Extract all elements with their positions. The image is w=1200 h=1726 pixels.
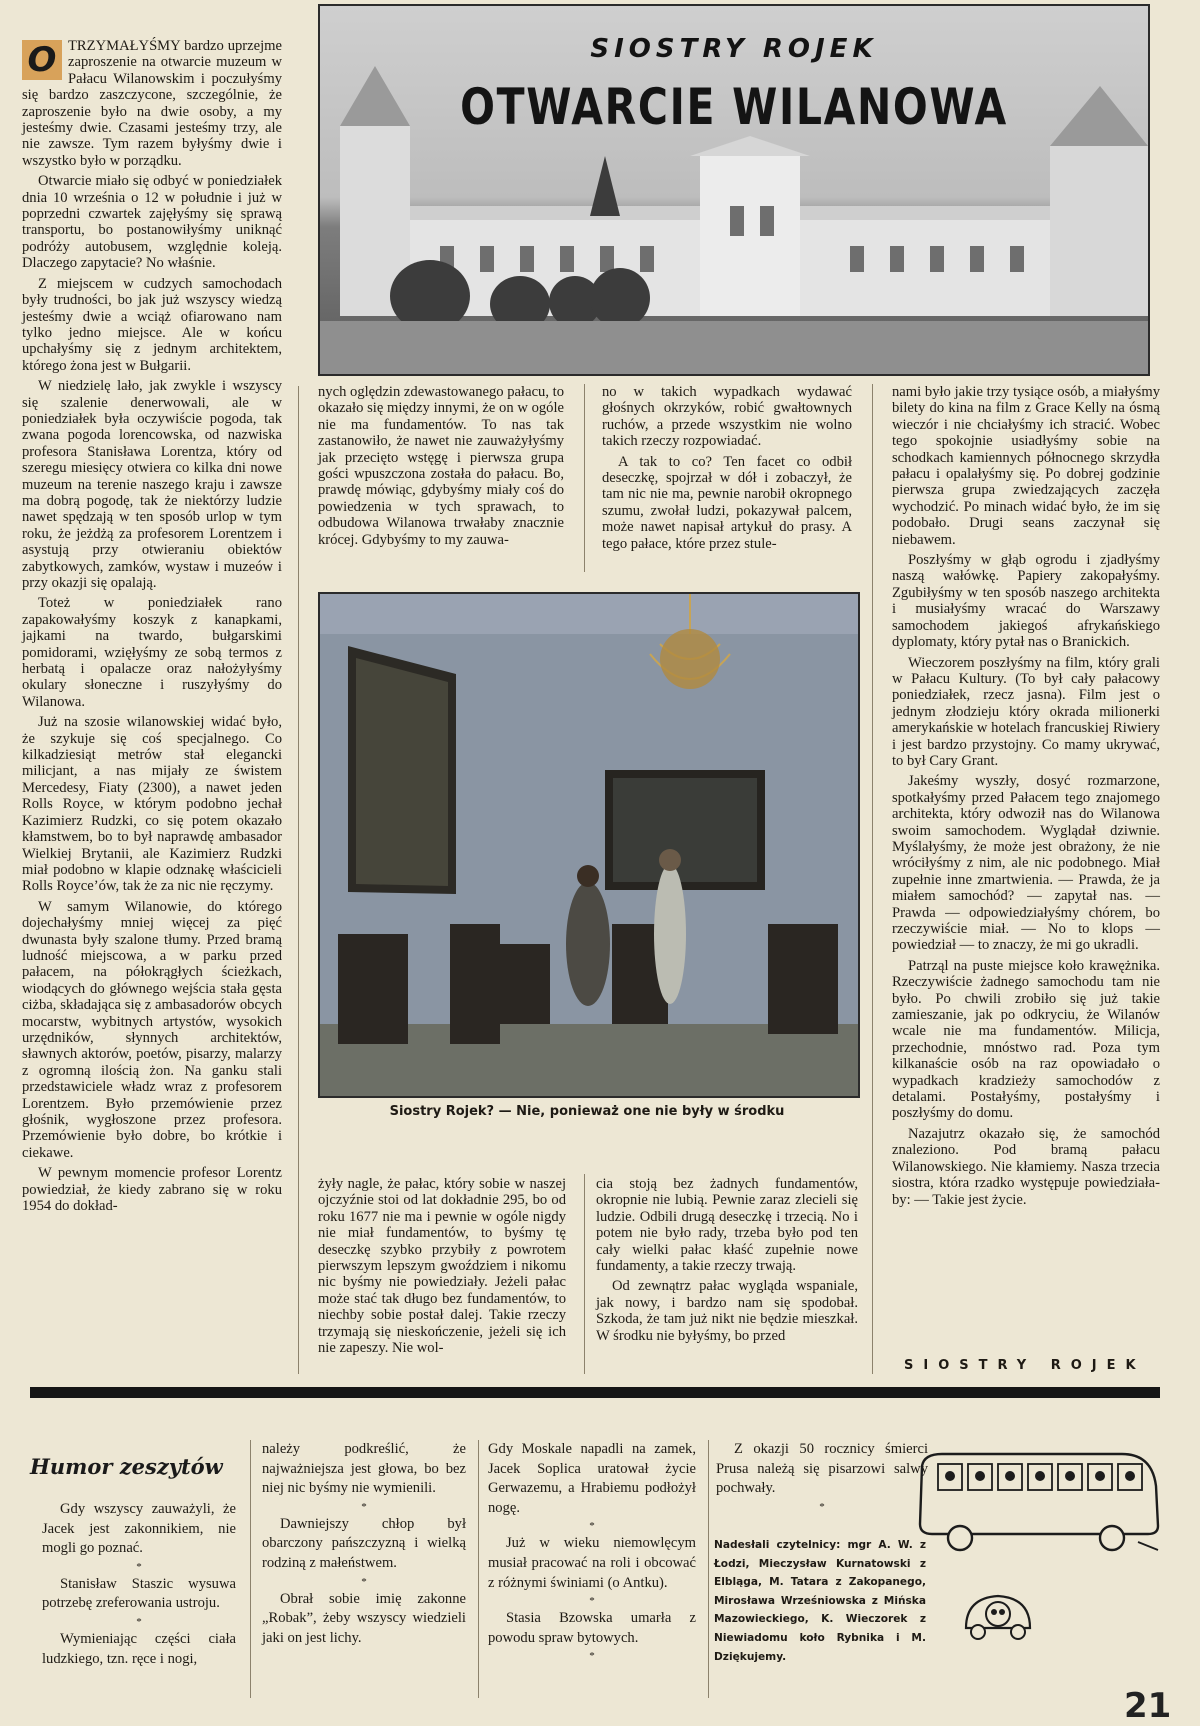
paragraph: Toteż w poniedziałek rano zapakowałyśmy koszyk z kanapkami, jajkami na twardo, bułgarskimi pomidorami, wzięłyśmy ze sobą termos z herbatą i opalacze oraz nałożyłyśmy okulary słoneczne i ruszyłyśmy do Wilanowa.	[22, 595, 282, 710]
humor-entry: Dawniejszy chłop był obarczony pańszczyzną i wielką rodziną z małeństwem.	[262, 1515, 466, 1571]
humor-section-title: Humor zeszytów	[30, 1454, 223, 1479]
column-divider	[708, 1440, 709, 1698]
humor-column-1	[42, 1500, 236, 1673]
paragraph: Poszłyśmy w głąb ogrodu i zjadłyśmy naszą wałówkę. Papiery zakopałyśmy. Zgubiłyśmy w ten sposób naszego architekta i musiałyśmy wracać do Warszawy samochodem jakiegoś afrykańskiego dyplomaty, który pytał nas o Branickich.	[892, 552, 1160, 651]
separator-star: *	[136, 1560, 142, 1573]
separator-star: *	[361, 1575, 367, 1588]
column-divider	[478, 1440, 479, 1698]
humor-entry: należy podkreślić, że najważniejsza jest głowa, bo bez niej nic byśmy nie wymienili.	[262, 1441, 466, 1497]
paragraph: Już na szosie wilanowskiej widać było, że szykuje się coś specjalnego. Co kilkadziesiąt metrów stał elegancki milicjant, a nas mijały ze świstem Mercedesy, Fiaty (2300), a nawet jeden Rolls Royce, w którym podobno jechał Kazimierz Rudzki, co się potem okazało kłamstwem, bo to był naprawdę ambasador Wielkiej Brytanii, ale Kazimierz Rudzki miał podobno w klapie odznakę właścicieli Rolls Royce’ów, tak że za nic nie ręczymy.	[22, 714, 282, 895]
paragraph: nych oględzin zdewastowanego pałacu, to okazało się między innymi, że on w ogóle nie ma fundamentów. To nas tak zastanowiło, że nawet nie zauważyłyśmy jak przecięto wstęgę i pierwsza grupa gości wpuszczona została do pałacu. Bo, prawdę mówiąc, gdybyśmy miały coś do powiedzenia w tych sprawach, to odbudowa Wilanowa trwałaby znacznie krócej. Gdybyśmy to my zauwa-	[318, 384, 564, 548]
humor-entry: Gdy Moskale napadli na zamek, Jacek Soplica uratował życie Gerwazemu, a Hrabiemu podłożył nogę.	[488, 1441, 696, 1516]
column-divider	[872, 384, 873, 1374]
separator-star: *	[819, 1500, 825, 1513]
separator-star: *	[589, 1520, 595, 1533]
humor-column-2	[262, 1440, 466, 1652]
paragraph: no w takich wypadkach wydawać głośnych okrzyków, robić gwałtownych ruchów, a przede wszystkim nie wolno takich rzeczy rozpowiadać.	[602, 384, 852, 450]
separator-star: *	[136, 1615, 142, 1628]
paragraph: Od zewnątrz pałac wygląda wspaniale, jak nowy, i bardzo nam się spodobał. Szkoda, że tam już nikt nie będzie mieszkał. W środku nie byłyśmy, bo przed	[596, 1278, 858, 1344]
author-signature: SIOSTRY ROJEK	[904, 1358, 1146, 1373]
article-column-2-top	[318, 384, 564, 552]
column-divider	[298, 386, 299, 1374]
article-title: OTWARCIE WILANOWA	[460, 78, 1008, 136]
paragraph: Wieczorem poszłyśmy na film, który grali w Pałacu Kultury. (To był cały pałacowy poniedziałek, rzecz jasna). Film jest o jednym złodzieju który okrada milionerki amerykańskie w hotelach francuskiej Riwiery i jest bardzo przystojny. Co mamy ukrywać, to był Cary Grant.	[892, 654, 1160, 769]
paragraph: W niedzielę lało, jak zwykle i wszyscy się szalenie denerwowali, ale w poniedziałek była oczywiście pogoda, tak zwana pogoda lorencowska, od nazwiska profesora Stanisława Lorentza, który od szeregu miesięcy otwiera co kilka dni nowe muzeum na terenie naszego kraju i zawsze ma dobrą pogodę, tak że niektórzy ludzie nawet spędzają w ten sposób urlop w tym roku, że jeżdżą za profesorem Lorentzem i asystują przy otwieraniu obiektów zabytkowych, zamków, wystaw i muzeów i przy okazji się opalają.	[22, 378, 282, 591]
separator-star: *	[589, 1650, 595, 1663]
article-column-3-top	[602, 384, 852, 556]
humor-entry: Stasia Bzowska umarła z powodu spraw bytowych.	[488, 1610, 696, 1646]
humor-column-3	[488, 1440, 696, 1664]
separator-star: *	[589, 1595, 595, 1608]
drop-cap: O	[22, 40, 62, 80]
paragraph: Nazajutrz okazało się, że samochód znaleziono. Pod bramą pałacu Wilanowskiego. Nie kłamiemy. Nasza trzecia siostra, która rzadko występuje powiedziała-by: — Takie jest życie.	[892, 1125, 1160, 1208]
paragraph: Jakeśmy wyszły, dosyć rozmarzone, spotkałyśmy przed Pałacem tego znajomego architekta, który odwoził nas do Wilanowa swoim samochodem. Wyglądał dziwnie. Myślałyśmy, że może jest obrażony, że nie wróciłyśmy z nim, ale nic podobnego. Miał zupełnie inne zmartwienia. — Prawda, że ja miałem samochód? — zapytał nas. — Prawda — odpowiedziałyśmy chórem, bo rzeczywiście miał. — No to klops — powiedział — to znaczy, że mi go ukradli.	[892, 773, 1160, 954]
bus-illustration	[912, 1446, 1162, 1556]
article-column-4	[892, 384, 1160, 1212]
humor-entry: Z okazji 50 rocznicy śmierci Prusa należą się pisarzowi salwy pochwały.	[716, 1441, 928, 1497]
paragraph: żyły nagle, że pałac, który sobie w naszej ojczyźnie stoi od lat dokładnie 295, bo od roku 1677 nie ma i pewnie w ogóle nigdy nie miał fundamentów, to byśmy tę deseczkę szybko przybiły z powrotem pierwszym lepszym gwoździem i nikomu nic byśmy nie powiedziały. Jeżeli pałac może stać tak długo bez fundamentów, to niechby sobie postał dalej. Takie rzeczy trzymają się nieskończenie, jeżeli się ich nie zapeszy. Nie wol-	[318, 1176, 566, 1357]
article-column-3-bottom	[596, 1176, 858, 1348]
humor-entry: Gdy wszyscy zauważyli, że Jacek jest zakonnikiem, nie mogli go poznać.	[42, 1501, 236, 1557]
paragraph: Otwarcie miało się odbyć w poniedziałek dnia 10 września o 12 w południe i już w poprzedni czwartek zajęłyśmy się sprawą transportu, bo postanowiłyśmy uniknąć podróży autobusem, względnie koleją. Dlaczego zapytacie? No właśnie.	[22, 173, 282, 272]
paragraph: TRZYMAŁYŚMY bardzo uprzejme zaproszenie na otwarcie muzeum w Pałacu Wilanowskim i poczułyśmy się bardzo zaszczycone, szczególnie, że zaproszenie było na dwie osoby, a my jesteśmy dwie. Czasami jesteśmy trzy, ale nie zawsze. Tym razem byłyśmy dwie i wszystko było w porządku.	[22, 38, 282, 169]
paragraph: A tak to co? Ten facet co odbił deseczkę, spojrzał w dół i zobaczył, że tam nic nie ma, pewnie narobił okropnego szumu, zwołał ludzi, pokazywał palcem, może nawet napisał artykuł do prasy. A tego pałace, które przez stule-	[602, 453, 852, 552]
paragraph: nami było jakie trzy tysiące osób, a miałyśmy bilety do kina na film z Grace Kelly na ósmą wieczór i nie chciałyśmy ich stracić. Wobec tego spokojnie usiadłyśmy sobie na schodkach kamiennych północnego skrzydła pałacu i opalałyśmy się. Po dobrej godzinie pierwsza grupa zwiedzających zaczęła wychodzić. Po minach widać było, że im się podobało. Drugi seans zaczynał się niebawem.	[892, 384, 1160, 548]
paragraph: cia stoją bez żadnych fundamentów, okropnie nie lubią. Pewnie zaraz zlecieli się ludzie. Odbili drugą deseczkę i trzecią. No i potem nie było rady, trzeba było pod ten cały wielki pałac kłaść zupełnie nowe fundamenty, a takie rzeczy trwają.	[596, 1176, 858, 1275]
car-illustration	[960, 1588, 1036, 1644]
paragraph: Patrząl na puste miejsce koło krawężnika. Rzeczywiście żadnego samochodu tam nie było. Po chwili zrobiło się już takie zamieszanie, jak po odkryciu, że Wilanów wcale nie ma fundamentów. Milicja, przechodnie, mnóstwo rad. Poza tym kilkanaście osób na raz opowiadało o wypadkach kradzieży samochodów z detalami. Postałyśmy, postałyśmy i poszłyśmy do domu.	[892, 957, 1160, 1122]
column-divider	[584, 384, 585, 572]
page-number: 21	[1124, 1686, 1172, 1726]
reader-credits: Nadesłali czytelnicy: mgr A. W. z Łodzi, Mieczysław Kurnatowski z Elbląga, M. Tatara z Zakopanego, Mirosława Wrześniowska z Mińska Mazowieckiego, K. Wieczorek z Niewiadomu koło Rybnika i M. Dziękujemy.	[714, 1539, 926, 1663]
humor-entry: Obrał sobie imię zakonne „Robak”, żeby wszyscy wiedzieli jaki on jest lichy.	[262, 1590, 466, 1646]
photo-caption: Siostry Rojek? — Nie, ponieważ one nie były w środku	[389, 1104, 785, 1119]
article-series-title: SIOSTRY ROJEK	[590, 34, 878, 64]
interior-illustration	[320, 594, 858, 1096]
humor-entry: Wymieniając części ciała ludzkiego, tzn. ręce i nogi,	[42, 1630, 236, 1667]
article-column-1	[22, 38, 282, 1218]
paragraph: Z miejscem w cudzych samochodach były trudności, bo jak już wszyscy wiedzą jesteśmy dwie a wciąż ofiarowano nam tylko jedno miejsce. Ale w końcu upchałyśmy się z jednym architektem, którego żona jest w Bułgarii.	[22, 275, 282, 374]
humor-entry: Już w wieku niemowlęcym musiał pracować na roli i obcować z różnymi świniami (o Antku).	[488, 1535, 696, 1591]
humor-entry: Stanisław Staszic wysuwa potrzebę zreferowania ustroju.	[42, 1575, 236, 1612]
paragraph: W pewnym momencie profesor Lorentz powiedział, że kiedy zabrano się w roku 1954 do dokład-	[22, 1165, 282, 1215]
article-column-2-bottom	[318, 1176, 566, 1360]
separator-star: *	[361, 1500, 367, 1513]
column-divider	[250, 1440, 251, 1698]
palace-interior-photo	[318, 592, 860, 1098]
wilanow-palace-photo	[318, 4, 1150, 376]
humor-column-4	[716, 1440, 928, 1515]
column-divider	[584, 1174, 585, 1374]
section-separator-bar	[30, 1387, 1160, 1398]
paragraph: W samym Wilanowie, do którego dojechałyśmy mniej więcej za pięć dwunasta były szalone tłumy. Przed bramą ludność miejscowa, a w parku przed pałacem, na półokrągłych ścieżkach, wiodących do głównego wejścia stała gęsta ciżba, składająca się z ambasadorów obcych mocarstw, wybitnych artystów, wysokich urzędników, słynnych architektów, sławnych aktorów, poetów, pisarzy, malarzy z ogromną ilością żon. Na ganku stali przedstawiciele władz wraz z profesorem Lorentzem. Było przemówienie przez głośnik, wygłoszone przez profesora. Przemówienie było dobre, bo krótkie i ciekawe.	[22, 898, 282, 1161]
